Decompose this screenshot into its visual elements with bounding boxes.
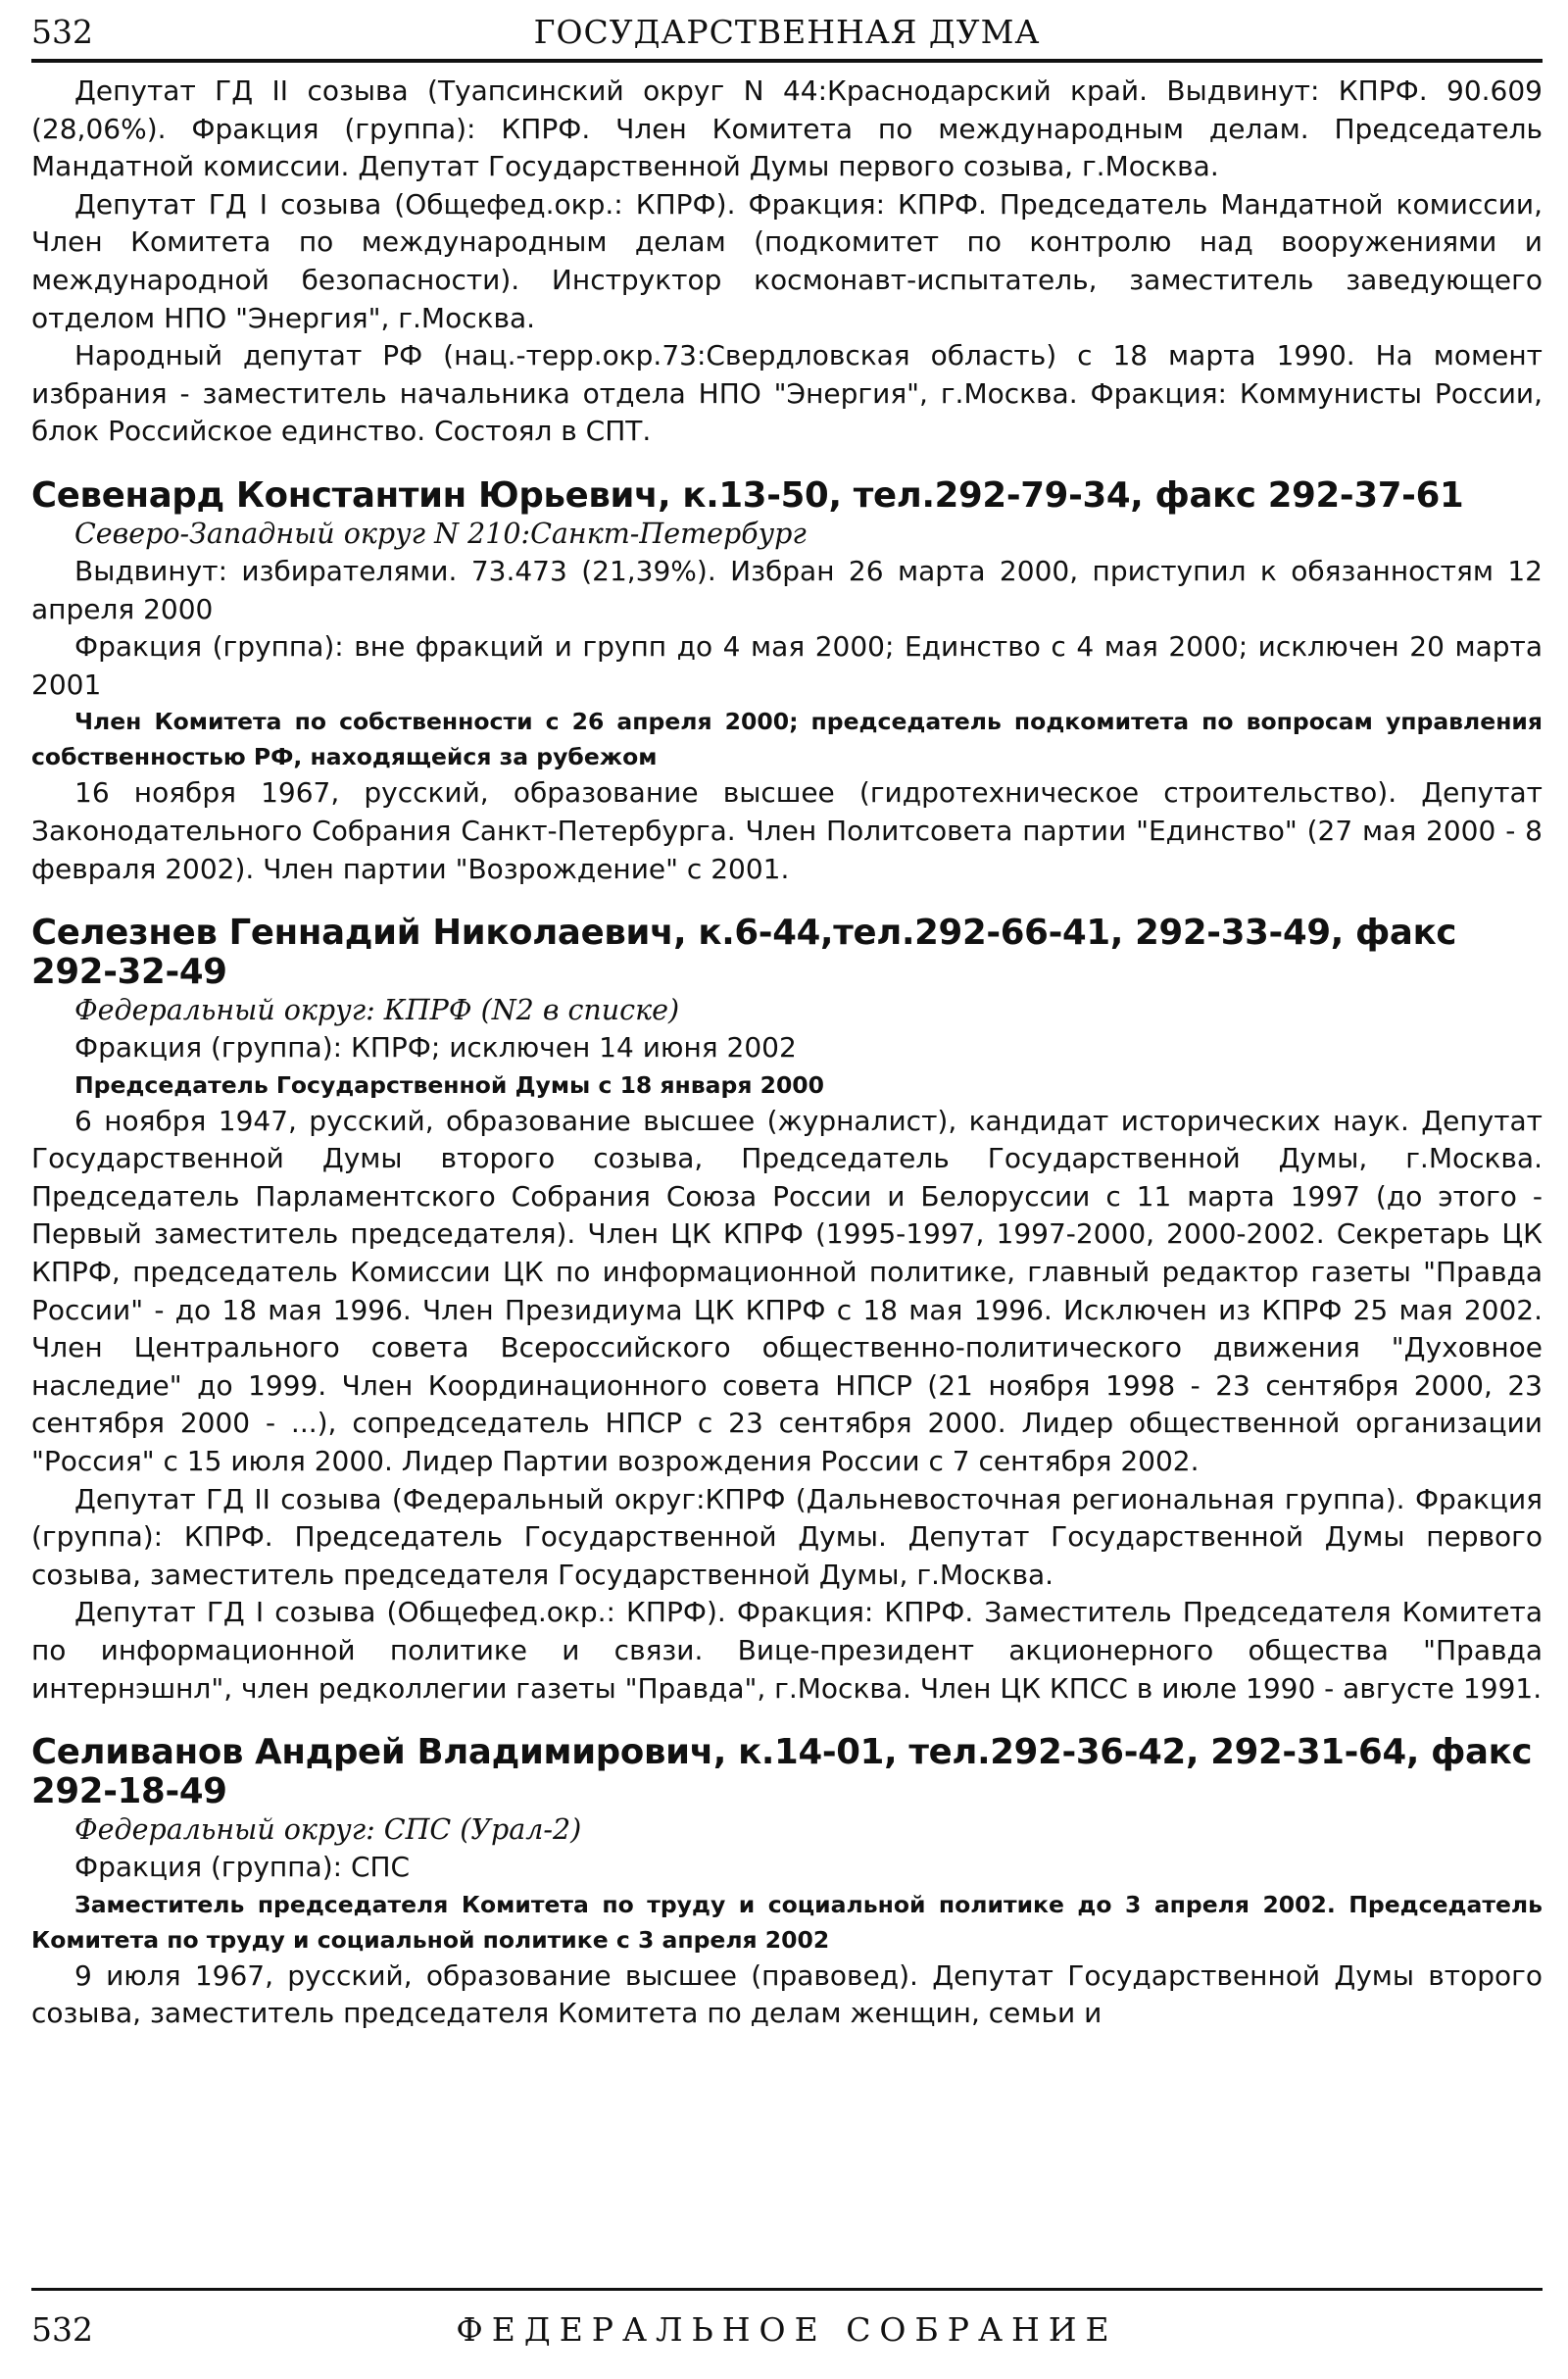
duma-position: Председатель Государственной Думы с 18 января 2000 bbox=[74, 1070, 825, 1099]
duma-position: Заместитель председателя Комитета по труду и социальной политике до 3 апреля 2002. Председатель Комитета по труду и социальной политике с 3 апреля 2002 bbox=[31, 1890, 1543, 1954]
running-footer bbox=[31, 2305, 1543, 2354]
deputy-entry bbox=[31, 914, 1543, 1708]
electoral-district: Федеральный округ: СПС (Урал-2) bbox=[74, 1813, 582, 1847]
deputy-entry bbox=[31, 476, 1543, 888]
paragraph: Депутат ГД II созыва (Федеральный округ:КПРФ (Дальневосточная региональная группа). Фракция (группа): КПРФ. Председатель Государственной Думы. Депутат Государственной Думы первого созыва, заместитель председателя Государственной Думы, г.Москва. bbox=[31, 1482, 1543, 1591]
deputy-name: Селиванов Андрей Владимирович, к.14-01, тел.292-36-42, 292-31-64, факс 292-18-49 bbox=[31, 1732, 1533, 1812]
paragraph: Фракция (группа): СПС bbox=[74, 1851, 411, 1884]
document-page bbox=[31, 0, 1543, 2379]
footer-rule bbox=[31, 2288, 1543, 2291]
paragraph: Депутат ГД I созыва (Общефед.окр.: КПРФ). Фракция: КПРФ. Председатель Мандатной комиссии, Член Комитета по международным делам (подкомитет по контролю над вооружениями и международной безопасности). Инструктор космонавт-испытатель, заместитель заведующего отделом НПО "Энергия", г.Москва. bbox=[31, 187, 1543, 334]
electoral-district: Федеральный округ: КПРФ (N2 в списке) bbox=[74, 994, 680, 1027]
page-number: 532 bbox=[31, 2310, 93, 2349]
paragraph: Депутат ГД I созыва (Общефед.окр.: КПРФ). Фракция: КПРФ. Заместитель Председателя Комитета по информационной политике и связи. Вице-президент акционерного общества "Правда интернэшнл", член редколлегии газеты "Правда", г.Москва. Член ЦК КПСС в июле 1990 - августе 1991. bbox=[31, 1596, 1543, 1705]
paragraph: 16 ноября 1967, русский, образование высшее (гидротехническое строительство). Депутат Законодательного Собрания Санкт-Петербурга. Член Политсовета партии "Единство" (27 мая 2000 - 8 февраля 2002). Член партии "Возрождение" с 2001. bbox=[31, 776, 1543, 885]
duma-position: Член Комитета по собственности с 26 апреля 2000; председатель подкомитета по вопросам управления собственностью РФ, находящейся за рубежом bbox=[31, 708, 1543, 771]
paragraph: Фракция (группа): КПРФ; исключен 14 июня 2002 bbox=[74, 1031, 797, 1065]
running-header bbox=[31, 10, 1543, 55]
page-body bbox=[31, 73, 1543, 2033]
paragraph: Народный депутат РФ (нац.-терр.окр.73:Свердловская область) с 18 марта 1990. На момент избрания - заместитель начальника отдела НПО "Энергия", г.Москва. Фракция: Коммунисты России, блок Российское единство. Состоял в СПТ. bbox=[31, 339, 1543, 448]
paragraph: 6 ноября 1947, русский, образование высшее (журналист), кандидат исторических наук. Депутат Государственной Думы второго созыва, Председатель Государственной Думы, г.Москва. Председатель Парламентского Собрания Союза России и Белоруссии с 11 марта 1997 (до этого - Первый заместитель председателя). Член ЦК КПРФ (1995-1997, 1997-2000, 2000-2002. Секретарь ЦК КПРФ, председатель Комиссии ЦК по информационной политике, главный редактор газеты "Правда России" - до 18 мая 1996. Член Президиума ЦК КПРФ с 18 мая 1996. Исключен из КПРФ 25 мая 2002. Член Центрального совета Всероссийского общественно-политического движения "Духовное наследие" до 1999. Член Координационного совета НПСР (21 ноября 1998 - 23 сентября 2000, 23 сентября 2000 - ...), сопредседатель НПСР с 23 сентября 2000. Лидер общественной организации "Россия" с 15 июля 2000. Лидер Партии возрождения России с 7 сентября 2002. bbox=[31, 1104, 1543, 1478]
running-title: ФЕДЕРАЛЬНОЕ СОБРАНИЕ bbox=[456, 2310, 1118, 2349]
running-title: ГОСУДАРСТВЕННАЯ ДУМА bbox=[533, 13, 1041, 51]
paragraph: Фракция (группа): вне фракций и групп до 4 мая 2000; Единство с 4 мая 2000; исключен 20 марта 2001 bbox=[31, 630, 1543, 701]
paragraph: 9 июля 1967, русский, образование высшее (правовед). Депутат Государственной Думы второго созыва, заместитель председателя Комитета по делам женщин, семьи и bbox=[31, 1958, 1543, 2030]
deputy-name: Севенард Константин Юрьевич, к.13-50, тел.292-79-34, факс 292-37-61 bbox=[31, 474, 1464, 516]
paragraph: Депутат ГД II созыва (Туапсинский округ N 44:Краснодарский край. Выдвинут: КПРФ. 90.609 (28,06%). Фракция (группа): КПРФ. Член Комитета по международным делам. Председатель Мандатной комиссии. Депутат Государственной Думы первого созыва, г.Москва. bbox=[31, 74, 1543, 183]
deputy-entry bbox=[31, 1733, 1543, 2033]
continued-entry bbox=[31, 73, 1543, 451]
page-number: 532 bbox=[31, 13, 93, 51]
deputy-name: Селезнев Геннадий Николаевич, к.6-44,тел.292-66-41, 292-33-49, факс 292-32-49 bbox=[31, 913, 1457, 993]
header-rule bbox=[31, 59, 1543, 63]
paragraph: Выдвинут: избирателями. 73.473 (21,39%). Избран 26 марта 2000, приступил к обязанностям 12 апреля 2000 bbox=[31, 554, 1543, 625]
electoral-district: Северо-Западный округ N 210:Санкт-Петербург bbox=[74, 517, 807, 550]
